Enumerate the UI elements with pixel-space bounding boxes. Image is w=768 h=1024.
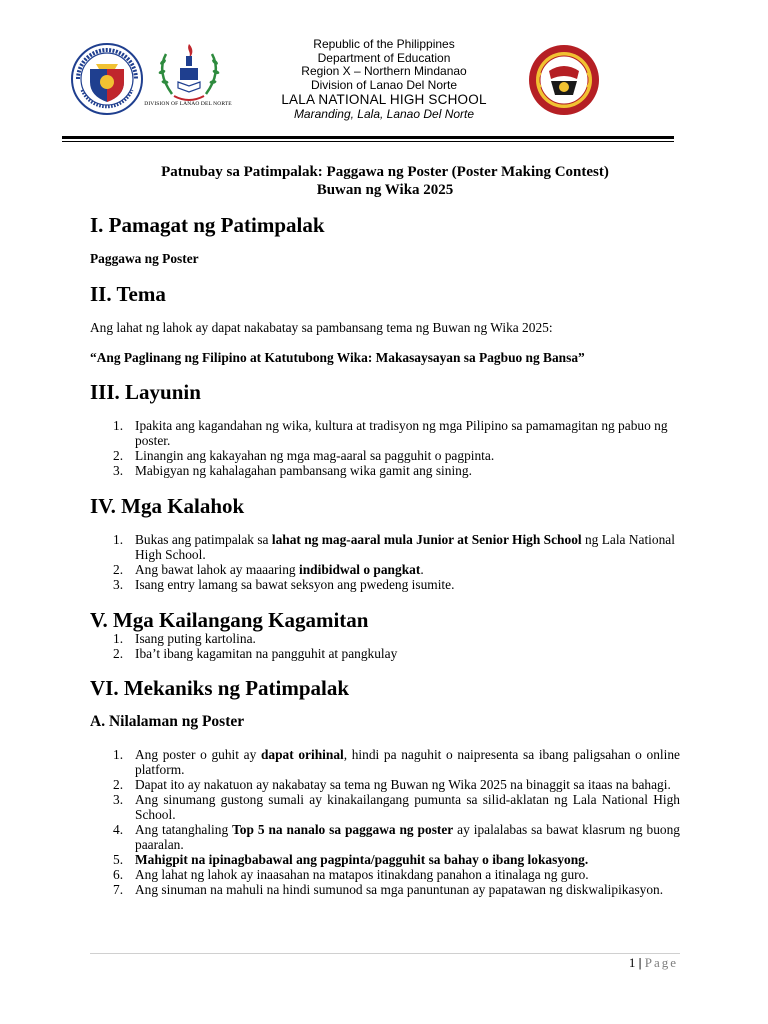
- objectives-list: [90, 418, 680, 478]
- list-item-text: Isang puting kartolina.: [135, 631, 256, 646]
- deped-seal-logo: [70, 42, 144, 116]
- list-number: 7.: [113, 882, 124, 897]
- list-item-emphasis: Mahigpit na ipinagbabawal ang pagpinta/pagguhit sa bahay o ibang lokasyong.: [135, 852, 589, 867]
- list-item-text: ay ipalalabas sa bawat klasrum ng buong paaralan.: [135, 822, 680, 852]
- list-item-text: Linangin ang kakayahan ng mga mag-aaral sa pagguhit o pagpinta.: [135, 448, 495, 463]
- contest-title-text: Paggawa ng Poster: [90, 251, 199, 266]
- list-item: [90, 631, 680, 646]
- list-item-text: Bukas ang patimpalak sa: [135, 532, 272, 547]
- list-item: [90, 777, 680, 792]
- list-number: 6.: [113, 867, 124, 882]
- list-item: [90, 577, 680, 592]
- list-item-emphasis: dapat orihinal: [260, 747, 344, 762]
- theme-intro-text: Ang lahat ng lahok ay dapat nakabatay sa pambansang tema ng Buwan ng Wika 2025:: [90, 320, 553, 335]
- list-number: 3.: [113, 463, 124, 478]
- list-item: [90, 822, 680, 852]
- letterhead-address: Maranding, Lala, Lanao Del Norte: [293, 107, 475, 122]
- letterhead-text: [234, 38, 534, 122]
- list-item: [90, 418, 680, 448]
- section-heading-kalahok: IV. Mga Kalahok: [90, 494, 245, 518]
- list-number: 2.: [113, 777, 124, 792]
- list-item-text: Dapat ito ay nakatuon ay nakabatay sa tema ng Buwan ng Wika 2025 na binaggit sa itaas na bahagi.: [135, 777, 671, 792]
- letterhead-division: Division of Lanao Del Norte: [310, 77, 458, 92]
- list-item-emphasis: indibidwal o pangkat: [298, 562, 421, 577]
- list-number: 1.: [113, 532, 124, 547]
- list-item: [90, 852, 680, 867]
- list-number: 1.: [113, 747, 124, 762]
- theme-quote: “Ang Paglinang ng Filipino at Katutubong Wika: Makasaysayan sa Pagbuo ng Bansa”: [90, 350, 585, 365]
- list-item-text: Iba’t ibang kagamitan na pangguhit at pangkulay: [135, 646, 398, 661]
- letterhead-rule-thick: [62, 136, 674, 139]
- list-item-text: Ang poster o guhit ay: [135, 747, 261, 762]
- footer-rule: [90, 953, 680, 954]
- list-item: [90, 532, 680, 562]
- section-heading-mekaniks: VI. Mekaniks ng Patimpalak: [90, 676, 350, 700]
- list-item-text: Ang sinumang gustong sumali ay kinakailangang pumunta sa silid-aklatan ng Lala National High School.: [135, 792, 680, 822]
- page-label: Page: [644, 955, 678, 970]
- division-seal-caption: DIVISION OF LANAO DEL NORTE: [144, 101, 232, 107]
- list-number: 1.: [113, 631, 124, 646]
- list-number: 3.: [113, 792, 124, 807]
- letterhead-region: Region X – Northern Mindanao: [301, 64, 467, 79]
- letterhead-rule-thin: [62, 141, 674, 142]
- participants-list: [90, 532, 680, 592]
- page-footer: [629, 955, 678, 970]
- letterhead-republic: Republic of the Philippines: [313, 37, 455, 51]
- list-item-text: Mabigyan ng kahalagahan pambansang wika gamit ang sining.: [135, 463, 472, 478]
- mechanics-list: [90, 747, 680, 897]
- letterhead: [0, 0, 768, 140]
- list-item-emphasis: lahat ng mag-aaral mula Junior at Senior High School: [271, 532, 582, 547]
- list-item-text: Ang lahat ng lahok ay inaasahan na matapos itinakdang panahon a itinalaga ng guro.: [135, 867, 589, 882]
- list-number: 5.: [113, 852, 124, 867]
- subsection-heading-nilalaman: A. Nilalaman ng Poster: [90, 713, 245, 730]
- school-seal-logo: [527, 43, 601, 117]
- letterhead-school-name: LALA NATIONAL HIGH SCHOOL: [281, 92, 487, 108]
- materials-list: [90, 631, 680, 661]
- letterhead-department: Department of Education: [317, 50, 451, 65]
- section-heading-tema: II. Tema: [90, 282, 166, 306]
- list-item-text: .: [420, 562, 424, 577]
- list-number: 2.: [113, 562, 124, 577]
- list-item-text: , hindi pa naguhit o naipresenta sa ibang paligsahan o online platform.: [135, 747, 680, 777]
- list-item: [90, 747, 680, 777]
- page-separator: |: [638, 955, 642, 970]
- list-number: 4.: [113, 822, 124, 837]
- list-number: 3.: [113, 577, 124, 592]
- page-number: 1: [628, 955, 636, 970]
- list-number: 2.: [113, 448, 124, 463]
- list-item: [90, 463, 680, 478]
- document-title-line-2: Buwan ng Wika 2025: [316, 182, 454, 198]
- list-item: [90, 562, 680, 577]
- list-item: [90, 646, 680, 661]
- document-title-line-1: Patnubay sa Patimpalak: Paggawa ng Poster (Poster Making Contest): [161, 164, 609, 180]
- section-heading-layunin: III. Layunin: [90, 380, 201, 404]
- list-item-text: Ang bawat lahok ay maaaring: [135, 562, 299, 577]
- list-item: [90, 792, 680, 822]
- list-item: [90, 867, 680, 882]
- list-number: 1.: [113, 418, 124, 433]
- list-item-text: Isang entry lamang sa bawat seksyon ang pwedeng isumite.: [135, 577, 455, 592]
- list-item-text: Ipakita ang kagandahan ng wika, kultura at tradisyon ng mga Pilipino sa pamamagitan ng pabuo ng poster.: [135, 418, 668, 448]
- list-item: [90, 448, 680, 463]
- list-item-text: Ang sinuman na mahuli na hindi sumunod sa mga panuntunan ay papatawan ng diskwalipikasyon.: [135, 882, 664, 897]
- section-heading-pamagat: I. Pamagat ng Patimpalak: [90, 213, 325, 237]
- list-item: [90, 882, 680, 897]
- list-item-emphasis: Top 5 na nanalo sa paggawa ng poster: [232, 822, 454, 837]
- list-number: 2.: [113, 646, 124, 661]
- section-heading-kagamitan: V. Mga Kailangang Kagamitan: [90, 608, 369, 632]
- list-item-text: Ang tatanghaling: [135, 822, 233, 837]
- list-item-text: ng Lala National High School.: [135, 532, 675, 562]
